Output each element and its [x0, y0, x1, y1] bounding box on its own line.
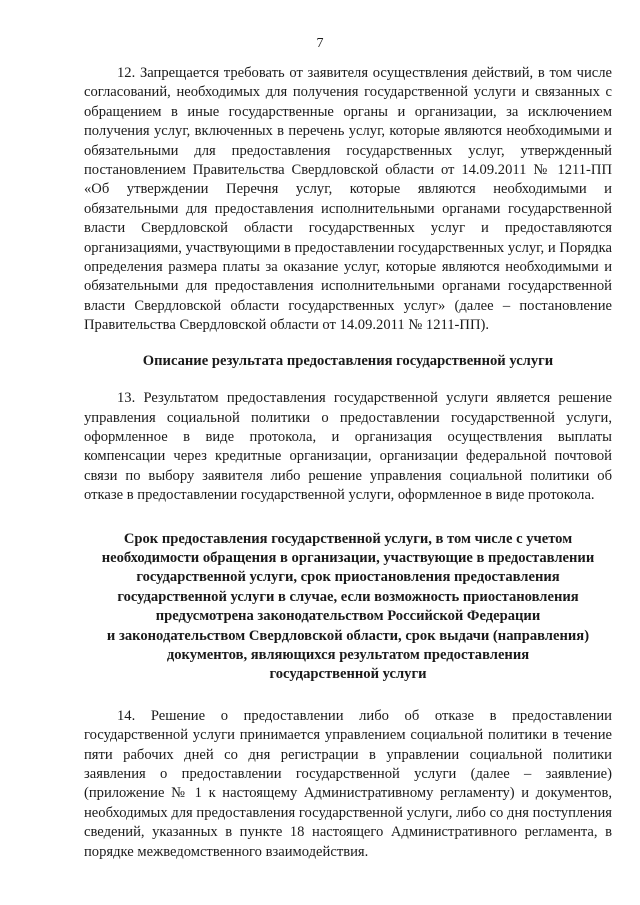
paragraph-13: 13. Результатом предоставления государственной услуги является решение управления социальной политики о предоставлении государственной услуги, оформленное в виде протокола, и организация осуществления выплаты компенсации через кредитные организации, организации федеральной почтовой связи по выбору заявителя либо решение управления социальной политики об отказе в предоставлении государственной услуги, оформленное в виде протокола.	[84, 390, 612, 504]
heading-line: и законодательством Свердловской области, срок выдачи (направления)	[106, 627, 590, 644]
document-body	[84, 64, 612, 862]
paragraph-12: 12. Запрещается требовать от заявителя осуществления действий, в том числе согласований, необходимых для получения государственной услуги и связанных с обращением в иные государственные органы и организации, за исключением получения услуг, включенных в перечень услуг, которые являются необходимыми и обязательными для предоставления государственных услуг, утвержденный постановлением Правительства Свердловской области от 14.09.2011 № 1211-ПП «Об утверждении Перечня услуг, которые являются необходимыми и обязательными для предоставления исполнительными органами государственной власти Свердловской области государственных услуг и предоставляются организациями, участвующими в предоставлении государственных услуг, и Порядка определения размера платы за оказание услуг, которые являются необходимыми и обязательными для предоставления исполнительными органами государственной власти Свердловской области государственных услуг» (далее – постановление Правительства Свердловской области от 14.09.2011 № 1211-ПП).	[84, 65, 612, 334]
heading-line: государственной услуги	[269, 666, 427, 683]
paragraph-14: 14. Решение о предоставлении либо об отказе в предоставлении государственной услуги принимается управлением социальной политики в течение пяти рабочих дней со дня регистрации в управлении социальной политики заявления о предоставлении государственной услуги (далее – заявление) (приложение № 1 к настоящему Административному регламенту) и документов, необходимых для предоставления государственной услуги, либо со дня поступления сведений, указанных в пункте 18 настоящего Административного регламента, в порядке межведомственного взаимодействия.	[84, 707, 612, 860]
heading-line: предусмотрена законодательством Российской Федерации	[155, 608, 541, 625]
heading-result-description: Описание результата предоставления государственной услуги	[142, 352, 554, 369]
heading-service-term	[84, 530, 612, 685]
heading-line: Срок предоставления государственной услуги, в том числе с учетом	[123, 530, 573, 547]
heading-line: государственной услуги, срок приостановления предоставления	[136, 569, 560, 586]
heading-line: государственной услуги в случае, если возможность приостановления	[117, 588, 579, 605]
page-number: 7	[316, 36, 324, 51]
heading-line: необходимости обращения в организации, участвующие в предоставлении	[101, 549, 595, 566]
heading-line: документов, являющихся результатом предоставления	[166, 646, 530, 663]
